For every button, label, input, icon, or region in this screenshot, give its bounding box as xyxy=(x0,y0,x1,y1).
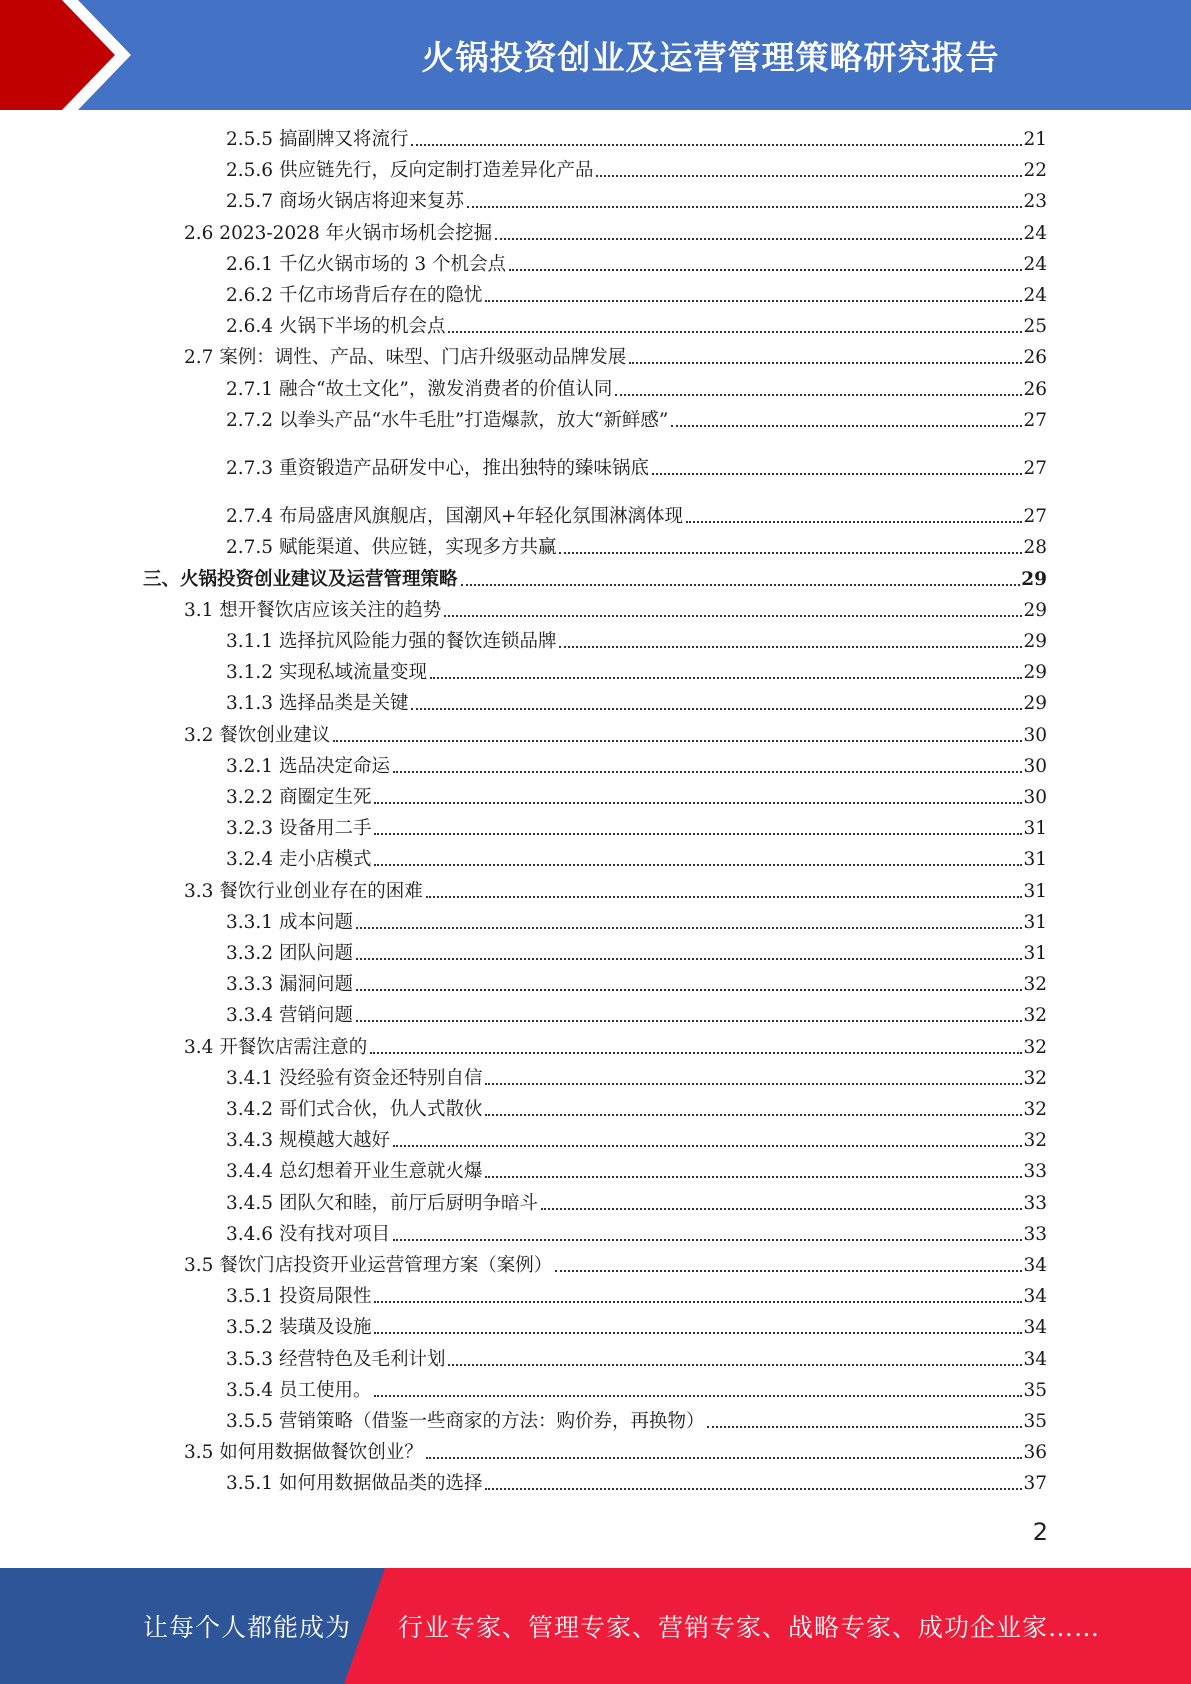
toc-entry-title: 3.1.1 选择抗风险能力强的餐饮连锁品牌 xyxy=(226,631,557,652)
toc-entry[interactable] xyxy=(226,1066,1047,1092)
toc-entry-page: 30 xyxy=(1023,787,1047,808)
toc-entry[interactable] xyxy=(226,1409,1047,1435)
toc-entry[interactable] xyxy=(226,252,1047,278)
footer-slogan-left: 让每个人都能成为 xyxy=(143,1613,352,1642)
toc-dot-leader xyxy=(430,677,1022,679)
toc-dot-leader xyxy=(686,521,1022,523)
toc-entry-page: 31 xyxy=(1023,911,1047,933)
toc-dot-leader xyxy=(393,1239,1022,1241)
toc-entry[interactable] xyxy=(184,598,1047,624)
toc-dot-leader xyxy=(356,958,1023,960)
toc-entry-page: 24 xyxy=(1023,285,1047,306)
toc-entry-page: 29 xyxy=(1023,662,1047,684)
toc-entry[interactable] xyxy=(226,972,1047,998)
toc-entry-page: 29 xyxy=(1023,693,1047,715)
toc-entry-title: 3.5 如何用数据做餐饮创业？ xyxy=(184,1442,423,1464)
toc-dot-leader xyxy=(333,740,1022,742)
toc-entry-title: 3.2.4 走小店模式 xyxy=(226,849,372,871)
toc-entry[interactable] xyxy=(226,941,1047,967)
toc-dot-leader xyxy=(411,144,1022,146)
toc-dot-leader xyxy=(509,269,1022,271)
toc-entry[interactable] xyxy=(226,456,1047,482)
toc-dot-leader xyxy=(356,989,1023,991)
toc-entry-title: 2.5.5 搞副牌又将流行 xyxy=(226,129,409,150)
toc-entry[interactable] xyxy=(184,723,1047,749)
toc-entry-page: 32 xyxy=(1023,1036,1047,1058)
toc-entry-title: 2.5.6 供应链先行，反向定制打造差异化产品 xyxy=(226,160,594,182)
toc-entry-page: 29 xyxy=(1023,599,1047,621)
toc-entry[interactable] xyxy=(226,283,1047,309)
toc-entry-title: 3.3.2 团队问题 xyxy=(226,943,353,964)
toc-dot-leader xyxy=(411,708,1022,710)
toc-dot-leader xyxy=(555,1270,1022,1272)
toc-entry-title: 3.1 想开餐饮店应该关注的趋势 xyxy=(184,599,442,621)
header-arrow-decoration xyxy=(0,0,160,110)
toc-entry-page: 34 xyxy=(1023,1348,1047,1370)
toc-entry-page: 29 xyxy=(1023,631,1047,652)
toc-entry[interactable] xyxy=(226,785,1047,811)
toc-entry-page: 23 xyxy=(1023,191,1047,213)
toc-dot-leader xyxy=(485,300,1022,302)
toc-entry-page: 32 xyxy=(1023,1130,1047,1152)
toc-entry[interactable] xyxy=(226,504,1047,530)
toc-dot-leader xyxy=(485,1488,1022,1490)
toc-dot-leader xyxy=(370,1052,1022,1054)
toc-entry-page: 36 xyxy=(1023,1442,1047,1464)
toc-entry-title: 3.4.1 没经验有资金还特别自信 xyxy=(226,1067,483,1089)
toc-entry[interactable] xyxy=(184,345,1047,371)
toc-entry-page: 29 xyxy=(1021,568,1047,590)
toc-entry-title: 3.3.3 漏洞问题 xyxy=(226,974,353,996)
toc-entry-page: 34 xyxy=(1023,1255,1047,1276)
toc-dot-leader xyxy=(541,1208,1022,1210)
toc-entry-title: 2.7.3 重资锻造产品研发中心，推出独特的臻味锅底 xyxy=(226,458,649,479)
toc-entry-title: 3.4.6 没有找对项目 xyxy=(226,1223,390,1245)
toc-entry-title: 3.4.3 规模越大越好 xyxy=(226,1130,390,1152)
toc-entry-page: 27 xyxy=(1023,506,1047,528)
toc-dot-leader xyxy=(671,425,1022,427)
toc-entry-title: 3.4.4 总幻想着开业生意就火爆 xyxy=(226,1161,483,1183)
toc-entry-title: 3.3.4 营销问题 xyxy=(226,1005,353,1027)
page-footer xyxy=(0,1568,1191,1684)
toc-dot-leader xyxy=(652,473,1022,475)
toc-entry[interactable] xyxy=(226,1471,1047,1497)
toc-entry[interactable] xyxy=(226,377,1047,403)
toc-entry-title: 2.6.1 千亿火锅市场的 3 个机会点 xyxy=(226,253,506,275)
footer-slogan-right: 行业专家、管理专家、营销专家、战略专家、成功企业家…… xyxy=(398,1613,1101,1642)
toc-entry-title: 3.3.1 成本问题 xyxy=(226,911,353,933)
toc-entry-title: 3.4.2 哥们式合伙，仇人式散伙 xyxy=(226,1099,483,1120)
toc-entry[interactable] xyxy=(184,221,1047,247)
toc-entry[interactable] xyxy=(226,1284,1047,1310)
toc-entry[interactable] xyxy=(226,1378,1047,1404)
toc-dot-leader xyxy=(485,1083,1022,1085)
page-number: 2 xyxy=(1032,1518,1048,1546)
toc-entry-title: 三、火锅投资创业建议及运营管理策略 xyxy=(143,568,458,590)
toc-entry-page: 31 xyxy=(1023,943,1047,964)
toc-entry-title: 3.4 开餐饮店需注意的 xyxy=(184,1036,368,1058)
toc-entry-title: 3.5.2 装璜及设施 xyxy=(226,1317,372,1339)
toc-entry[interactable] xyxy=(226,1191,1047,1217)
toc-dot-leader xyxy=(559,552,1022,554)
toc-dot-leader xyxy=(426,896,1023,898)
toc-dot-leader xyxy=(374,833,1022,835)
toc-entry[interactable] xyxy=(226,535,1047,561)
toc-entry-page: 30 xyxy=(1023,724,1047,746)
toc-entry[interactable] xyxy=(226,158,1047,184)
toc-entry-page: 33 xyxy=(1023,1223,1047,1245)
toc-entry-page: 35 xyxy=(1023,1411,1047,1432)
toc-entry-title: 2.6.2 千亿市场背后存在的隐忧 xyxy=(226,285,483,306)
toc-entry[interactable] xyxy=(143,567,1047,593)
toc-entry-page: 26 xyxy=(1023,347,1047,369)
toc-entry[interactable] xyxy=(226,127,1047,153)
toc-entry-title: 3.2 餐饮创业建议 xyxy=(184,724,331,746)
toc-dot-leader xyxy=(495,238,1022,240)
toc-entry-title: 2.7.5 赋能渠道、供应链，实现多方共赢 xyxy=(226,537,557,559)
toc-dot-leader xyxy=(467,206,1022,208)
toc-entry-page: 31 xyxy=(1023,849,1047,871)
toc-dot-leader xyxy=(356,927,1023,929)
toc-entry-page: 35 xyxy=(1023,1379,1047,1401)
toc-entry-title: 2.6 2023-2028 年火锅市场机会挖掘 xyxy=(184,222,493,244)
toc-entry-title: 3.5.4 员工使用。 xyxy=(226,1379,372,1401)
toc-entry-title: 3.3 餐饮行业创业存在的困难 xyxy=(184,880,423,902)
toc-entry-title: 3.1.2 实现私域流量变现 xyxy=(226,662,427,684)
toc-entry-page: 34 xyxy=(1023,1317,1047,1339)
toc-entry[interactable] xyxy=(184,1253,1047,1279)
toc-entry-title: 3.5 餐饮门店投资开业运营管理方案（案例） xyxy=(184,1255,553,1276)
toc-dot-leader xyxy=(393,771,1022,773)
toc-dot-leader xyxy=(448,1364,1022,1366)
toc-entry-page: 37 xyxy=(1023,1473,1047,1495)
toc-entry-title: 2.6.4 火锅下半场的机会点 xyxy=(226,316,446,338)
toc-entry-title: 3.5.1 如何用数据做品类的选择 xyxy=(226,1473,483,1495)
toc-dot-leader xyxy=(426,1457,1023,1459)
toc-entry[interactable] xyxy=(226,189,1047,215)
toc-entry-title: 3.2.2 商圈定生死 xyxy=(226,787,372,808)
toc-dot-leader xyxy=(444,615,1022,617)
toc-entry[interactable] xyxy=(226,847,1047,873)
toc-entry-page: 26 xyxy=(1023,378,1047,400)
toc-entry-page: 30 xyxy=(1023,755,1047,777)
toc-entry[interactable] xyxy=(226,1128,1047,1154)
toc-dot-leader xyxy=(393,1145,1022,1147)
toc-entry-title: 3.5.1 投资局限性 xyxy=(226,1286,372,1308)
toc-dot-leader xyxy=(374,1395,1022,1397)
toc-entry-page: 33 xyxy=(1023,1161,1047,1183)
toc-entry-page: 28 xyxy=(1023,537,1047,559)
toc-entry-page: 32 xyxy=(1023,1067,1047,1089)
toc-entry-title: 3.5.5 营销策略（借鉴一些商家的方法：购价券，再换物） xyxy=(226,1411,705,1432)
toc-dot-leader xyxy=(559,646,1022,648)
toc-dot-leader xyxy=(374,1301,1022,1303)
toc-entry[interactable] xyxy=(226,1347,1047,1373)
toc-dot-leader xyxy=(485,1176,1022,1178)
toc-entry-page: 32 xyxy=(1023,974,1047,996)
toc-entry[interactable] xyxy=(226,910,1047,936)
toc-entry-page: 24 xyxy=(1023,253,1047,275)
toc-entry[interactable] xyxy=(226,314,1047,340)
toc-entry[interactable] xyxy=(226,408,1047,434)
toc-entry-page: 31 xyxy=(1023,880,1047,902)
toc-entry[interactable] xyxy=(184,1440,1047,1466)
toc-entry-title: 2.7.4 布局盛唐风旗舰店，国潮风+年轻化氛围淋漓体现 xyxy=(226,506,683,528)
toc-entry[interactable] xyxy=(226,1159,1047,1185)
toc-entry-page: 34 xyxy=(1023,1286,1047,1308)
toc-entry[interactable] xyxy=(226,1097,1047,1123)
toc-entry[interactable] xyxy=(184,879,1047,905)
toc-entry-title: 3.5.3 经营特色及毛利计划 xyxy=(226,1348,446,1370)
toc-entry-title: 3.4.5 团队欠和睦，前厅后厨明争暗斗 xyxy=(226,1192,538,1214)
report-title: 火锅投资创业及运营管理策略研究报告 xyxy=(421,37,1000,77)
toc-entry-title: 3.1.3 选择品类是关键 xyxy=(226,693,409,715)
toc-dot-leader xyxy=(356,1020,1023,1022)
toc-entry[interactable] xyxy=(226,816,1047,842)
toc-entry-page: 25 xyxy=(1023,316,1047,338)
toc-entry-page: 32 xyxy=(1023,1099,1047,1120)
toc-entry[interactable] xyxy=(226,1003,1047,1029)
toc-entry-page: 33 xyxy=(1023,1192,1047,1214)
toc-entry[interactable] xyxy=(226,1315,1047,1341)
toc-entry-title: 3.2.1 选品决定命运 xyxy=(226,755,390,777)
toc-dot-leader xyxy=(629,362,1022,364)
toc-entry-page: 24 xyxy=(1023,222,1047,244)
toc-entry-page: 22 xyxy=(1023,160,1047,182)
toc-dot-leader xyxy=(374,802,1022,804)
toc-entry-page: 31 xyxy=(1023,818,1047,840)
toc-entry[interactable] xyxy=(226,1222,1047,1248)
toc-entry-title: 3.2.3 设备用二手 xyxy=(226,818,372,840)
toc-entry-title: 2.7.2 以拳头产品“水牛毛肚”打造爆款，放大“新鲜感” xyxy=(226,409,669,431)
toc-entry-title: 2.7.1 融合“故土文化”，激发消费者的价值认同 xyxy=(226,378,613,400)
toc-dot-leader xyxy=(596,175,1022,177)
page-header xyxy=(0,0,1191,110)
toc-entry-page: 27 xyxy=(1023,409,1047,431)
toc-dot-leader xyxy=(485,1114,1022,1116)
toc-entry[interactable] xyxy=(226,629,1047,655)
toc-entry-page: 21 xyxy=(1023,129,1047,150)
toc-entry-page: 32 xyxy=(1023,1005,1047,1027)
toc-entry[interactable] xyxy=(226,754,1047,780)
toc-entry[interactable] xyxy=(226,691,1047,717)
toc-dot-leader xyxy=(374,1332,1022,1334)
toc-dot-leader xyxy=(707,1426,1022,1428)
toc-dot-leader xyxy=(448,331,1022,333)
toc-entry[interactable] xyxy=(226,660,1047,686)
toc-entry-page: 27 xyxy=(1023,458,1047,479)
toc-dot-leader xyxy=(615,394,1022,396)
toc-entry-title: 2.7 案例：调性、产品、味型、门店升级驱动品牌发展 xyxy=(184,347,627,369)
toc-dot-leader xyxy=(374,864,1022,866)
toc-entry[interactable] xyxy=(184,1035,1047,1061)
toc-dot-leader xyxy=(461,584,1021,586)
toc-entry-title: 2.5.7 商场火锅店将迎来复苏 xyxy=(226,191,464,213)
